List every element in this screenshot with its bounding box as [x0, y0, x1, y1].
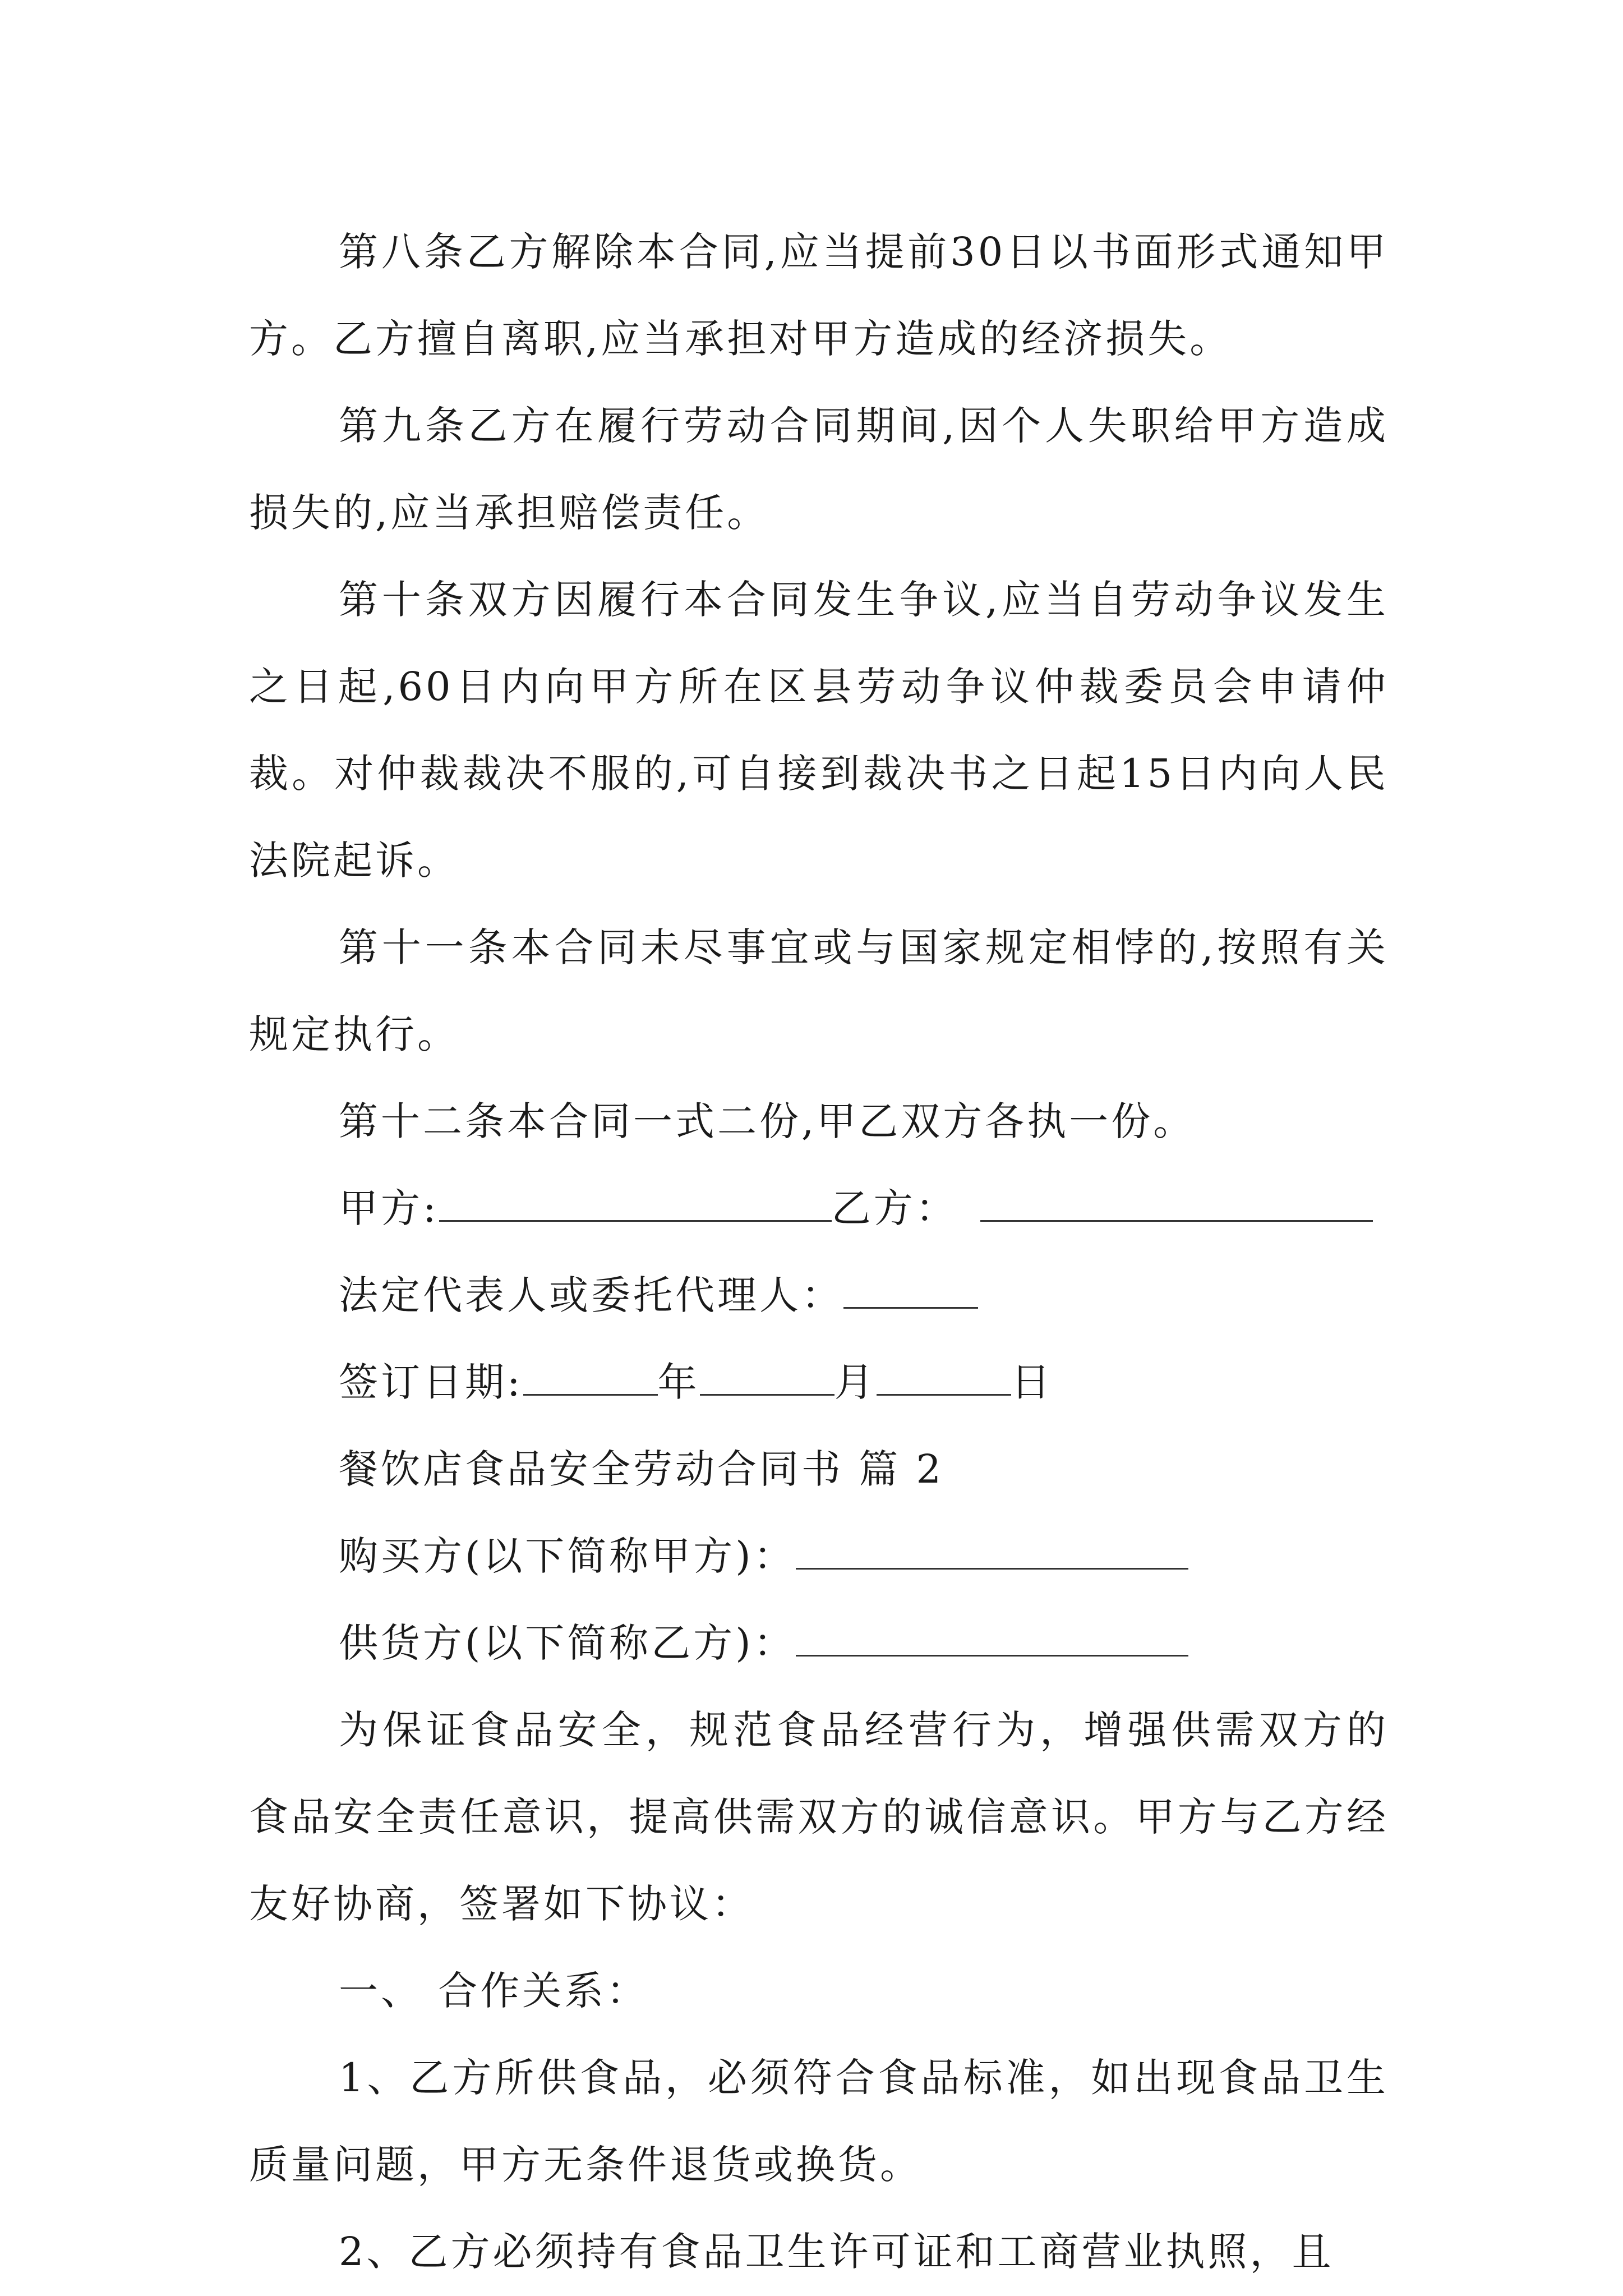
article-10: 第十条双方因履行本合同发生争议,应当自劳动争议发生之日起,60日内向甲方所在区县劳动争议仲裁委员会申请仲裁。对仲裁裁决不服的,可自接到裁决书之日起15日内向人民法院起诉。: [249, 577, 1389, 884]
representative-label: 法定代表人或委托代理人：: [339, 1272, 843, 1318]
party-b-blank: [980, 1185, 1373, 1222]
representative-line: [249, 1252, 1389, 1339]
party-a-label: 甲方:: [339, 1185, 439, 1231]
clause-2: 2、乙方必须持有食品卫生许可证和工商营业执照，且: [339, 2229, 1334, 2275]
supplier-label: 供货方(以下简称乙方)：: [339, 1620, 796, 1666]
party-a-blank: [439, 1185, 832, 1222]
party-signature-line: [249, 1165, 1389, 1252]
signing-date-line: [249, 1339, 1389, 1426]
year-blank: [523, 1359, 658, 1396]
article-9: 第九条乙方在履行劳动合同期间,因个人失职给甲方造成损失的,应当承担赔偿责任。: [249, 403, 1389, 536]
document-body: [249, 209, 1389, 2295]
clause-1: 1、乙方所供食品，必须符合食品标准，如出现食品卫生质量问题，甲方无条件退货或换货。: [249, 2055, 1389, 2188]
buyer-line: [249, 1513, 1389, 1600]
section-title: 餐饮店食品安全劳动合同书 篇 2: [339, 1446, 944, 1492]
day-blank: [877, 1359, 1011, 1396]
article-11: 第十一条本合同未尽事宜或与国家规定相悖的,按照有关规定执行。: [249, 924, 1389, 1057]
buyer-blank: [796, 1533, 1188, 1570]
month-blank: [700, 1359, 834, 1396]
day-label: 日: [1011, 1359, 1053, 1405]
party-b-label: 乙方：: [831, 1185, 958, 1231]
heading-cooperation: 一、 合作关系：: [339, 1968, 649, 2014]
intro-paragraph: 为保证食品安全，规范食品经营行为，增强供需双方的食品安全责任意识，提高供需双方的诚信意识。甲方与乙方经友好协商，签署如下协议：: [249, 1707, 1389, 1927]
supplier-blank: [796, 1620, 1188, 1657]
supplier-line: [249, 1600, 1389, 1687]
article-8: 第八条乙方解除本合同,应当提前30日以书面形式通知甲方。乙方擅自离职,应当承担对甲方造成的经济损失。: [249, 229, 1389, 362]
buyer-label: 购买方(以下简称甲方)：: [339, 1533, 796, 1579]
month-label: 月: [834, 1359, 877, 1405]
year-label: 年: [657, 1359, 700, 1405]
date-label: 签订日期:: [339, 1359, 523, 1405]
article-12: 第十二条本合同一式二份,甲乙双方各执一份。: [339, 1098, 1196, 1144]
representative-blank: [843, 1272, 978, 1309]
